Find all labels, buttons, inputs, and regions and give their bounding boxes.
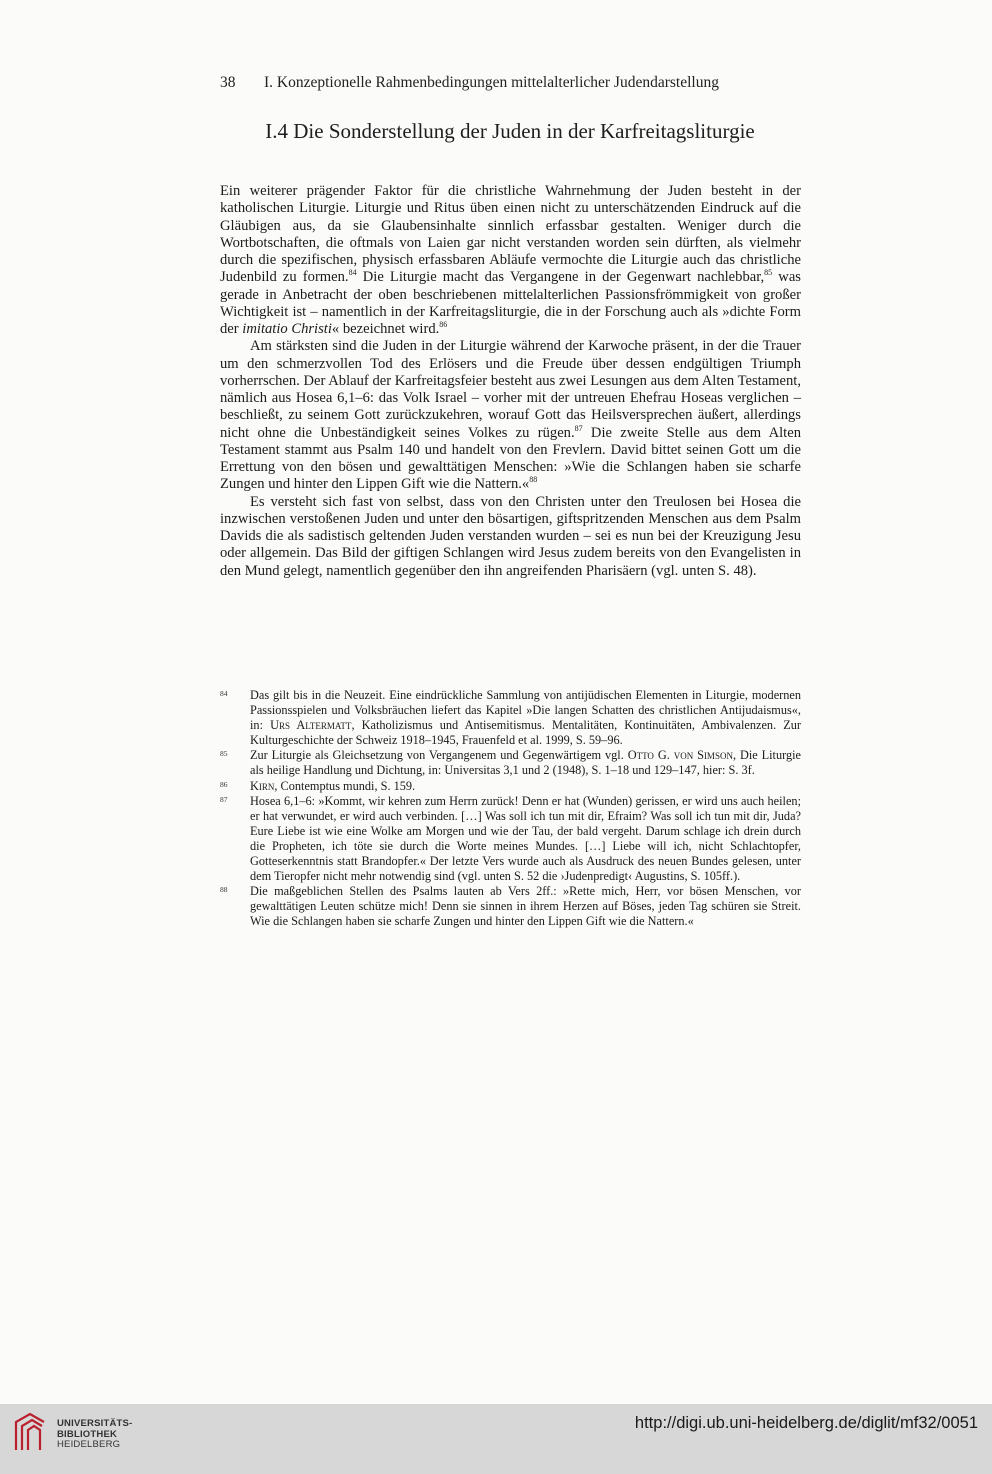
footnote-ref-87[interactable]: 87	[574, 423, 583, 433]
library-line-2: BIBLIOTHEK	[57, 1428, 118, 1440]
footnote-number: 87	[220, 794, 228, 804]
paragraph-1: Ein weiterer prägender Faktor für die christliche Wahrnehmung der Juden besteht in der katholischen Liturgie. Liturgie und Ritus üben einen nicht zu unterschätzenden Eindruck auf die Gläubigen aus, da sie Glaubensinhalte sinnlich erfassbar gestalten. Weniger durch die Wortbotschaften, die oftmals von Laien gar nicht verstanden worden sein dürften, als vielmehr durch die spezifischen, physisch erfassbaren Abläufe vermochte die Liturgie auch das christliche Judenbild zu formen.$^{84}$ Die Liturgie macht das Vergangene in der Gegenwart nachlebbar,$^{85}$ was gerade in Anbetracht der oben beschriebenen mittelalterlichen Passionsfrömmigkeit von großer Wichtigkeit ist – namentlich in der Karfreitagsliturgie, die in der Forschung auch als »dichte Form der imitatio Christi« bezeichnet wird.$^{86}$	[220, 183, 801, 337]
page-number: 38	[220, 74, 236, 91]
footnote-87: 87 Hosea 6,1–6: »Kommt, wir kehren zum Herrn zurück! Denn er hat (Wunden) gerissen, er wird uns auch heilen; er hat verwundet, er wird auch verbinden. […] Was soll ich tun mit dir, Efraim? Was soll ich tun mit dir, Juda? Eure Liebe ist wie eine Wolke am Morgen und wie der Tau, der bald vergeht. Darum schlage ich drein durch die Propheten, ich töte sie durch die Worte meines Mundes. […] Liebe will ich, nicht Schlachtopfer, Gotteserkenntnis statt Brandopfer.« Der letzte Vers wurde auch als Ausdruck des neuen Bundes gelesen, unter dem Tieropfer nicht mehr notwendig sind (vgl. unten S. 52 die ›Judenpredigt‹ Augustins, S. 105ff.).	[220, 793, 801, 884]
footnote-ref-88[interactable]: 88	[529, 475, 538, 485]
footnotes	[220, 688, 801, 930]
paragraph-2: Am stärksten sind die Juden in der Liturgie während der Karwoche präsent, in der die Trauer um den schmerzvollen Tod des Erlösers und die Freude über dessen endgültigen Triumph vorherrschen. Der Ablauf der Karfreitagsfeier besteht aus zwei Lesungen aus dem Alten Testament, nämlich aus Hosea 6,1–6: das Volk Israel – vorher mit der untreuen Ehefrau Hoseas verglichen – beschließt, zu seinem Gott zurückzukehren, worauf Gott das Heilsversprechen äußert, allerdings nicht ohne die Unbeständigkeit seines Volkes zu rügen.$^{87}$ Die zweite Stelle aus dem Alten Testament stammt aus Psalm 140 und handelt von den Frevlern. David bittet seinen Gott um die Errettung von den bösen und gewalttätigen Menschen: »Wie die Schlangen haben sie scharfe Zungen und hinter den Lippen Gift wie die Nattern.«$^{88}$	[220, 338, 801, 493]
footnote-number: 84	[220, 689, 228, 698]
footnote-number: 85	[220, 749, 228, 759]
footnote-ref-84[interactable]: 84	[348, 268, 357, 278]
paragraph-3: Es versteht sich fast von selbst, dass von den Christen unter den Treulosen bei Hosea die inzwischen verstoßenen Juden und unter den bösartigen, giftspritzenden Menschen aus dem Psalm Davids die als sadistisch geltenden Juden verstanden wurden – sei es nun bei der Kreuzigung Jesu oder allgemein. Das Bild der giftigen Schlangen wird Jesus zudem bereits von den Evangelisten in den Mund gelegt, namentlich gegenüber den ihn angreifenden Pharisäern (vgl. unten S. 48).	[220, 493, 801, 579]
library-logo-icon	[10, 1410, 50, 1454]
source-url-link[interactable]: http://digi.ub.uni-heidelberg.de/diglit/mf32/0051	[634, 1414, 978, 1432]
footnote-ref-85[interactable]: 85	[764, 268, 773, 278]
library-line-1: UNIVERSITÄTS-	[57, 1418, 133, 1429]
footnote-88: 88 Die maßgeblichen Stellen des Psalms lauten ab Vers 2ff.: »Rette mich, Herr, vor bösen Menschen, vor gewalttätigen Leuten schütze mich! Denn sie sinnen in ihrem Herzen auf Böses, jeden Tag schüren sie Streit. Wie die Schlangen haben sie scharfe Zungen und hinter den Lippen Gift wie die Nattern.«	[220, 884, 801, 929]
footnote-86: 86 Kirn, Contemptus mundi, S. 159.	[220, 778, 416, 793]
library-line-3: HEIDELBERG	[57, 1439, 121, 1450]
chapter-title: I.4 Die Sonderstellung der Juden in der Karfreitagsliturgie	[265, 119, 755, 143]
running-header	[220, 74, 780, 92]
footnote-number: 86	[220, 779, 228, 789]
body-text	[220, 183, 801, 580]
footnote-84: 84 Das gilt bis in die Neuzeit. Eine eindrückliche Sammlung von antijüdischen Elementen in Liturgie, modernen Passionsspielen und Volksbräuchen liefert das Kapitel »Die langen Schatten des christlichen Antijudaismus«, in: Urs Altermatt, Katholizismus und Antisemitismus. Mentalitäten, Kontinuitäten, Ambivalenzen. Zur Kulturgeschichte der Schweiz 1918–1945, Frauenfeld et al. 1999, S. 59–96.	[220, 688, 801, 748]
running-title: I. Konzeptionelle Rahmenbedingungen mittelalterlicher Judendarstellung	[264, 74, 719, 91]
library-name	[57, 1419, 132, 1451]
footnote-85: 85 Zur Liturgie als Gleichsetzung von Vergangenem und Gegenwärtigem vgl. Otto G. von Simson, Die Liturgie als heilige Handlung und Dichtung, in: Universitas 3,1 und 2 (1948), S. 1–18 und 129–147, hier: S. 3f.	[220, 748, 801, 778]
footnote-number: 88	[220, 885, 228, 895]
footnote-ref-86[interactable]: 86	[439, 320, 448, 329]
